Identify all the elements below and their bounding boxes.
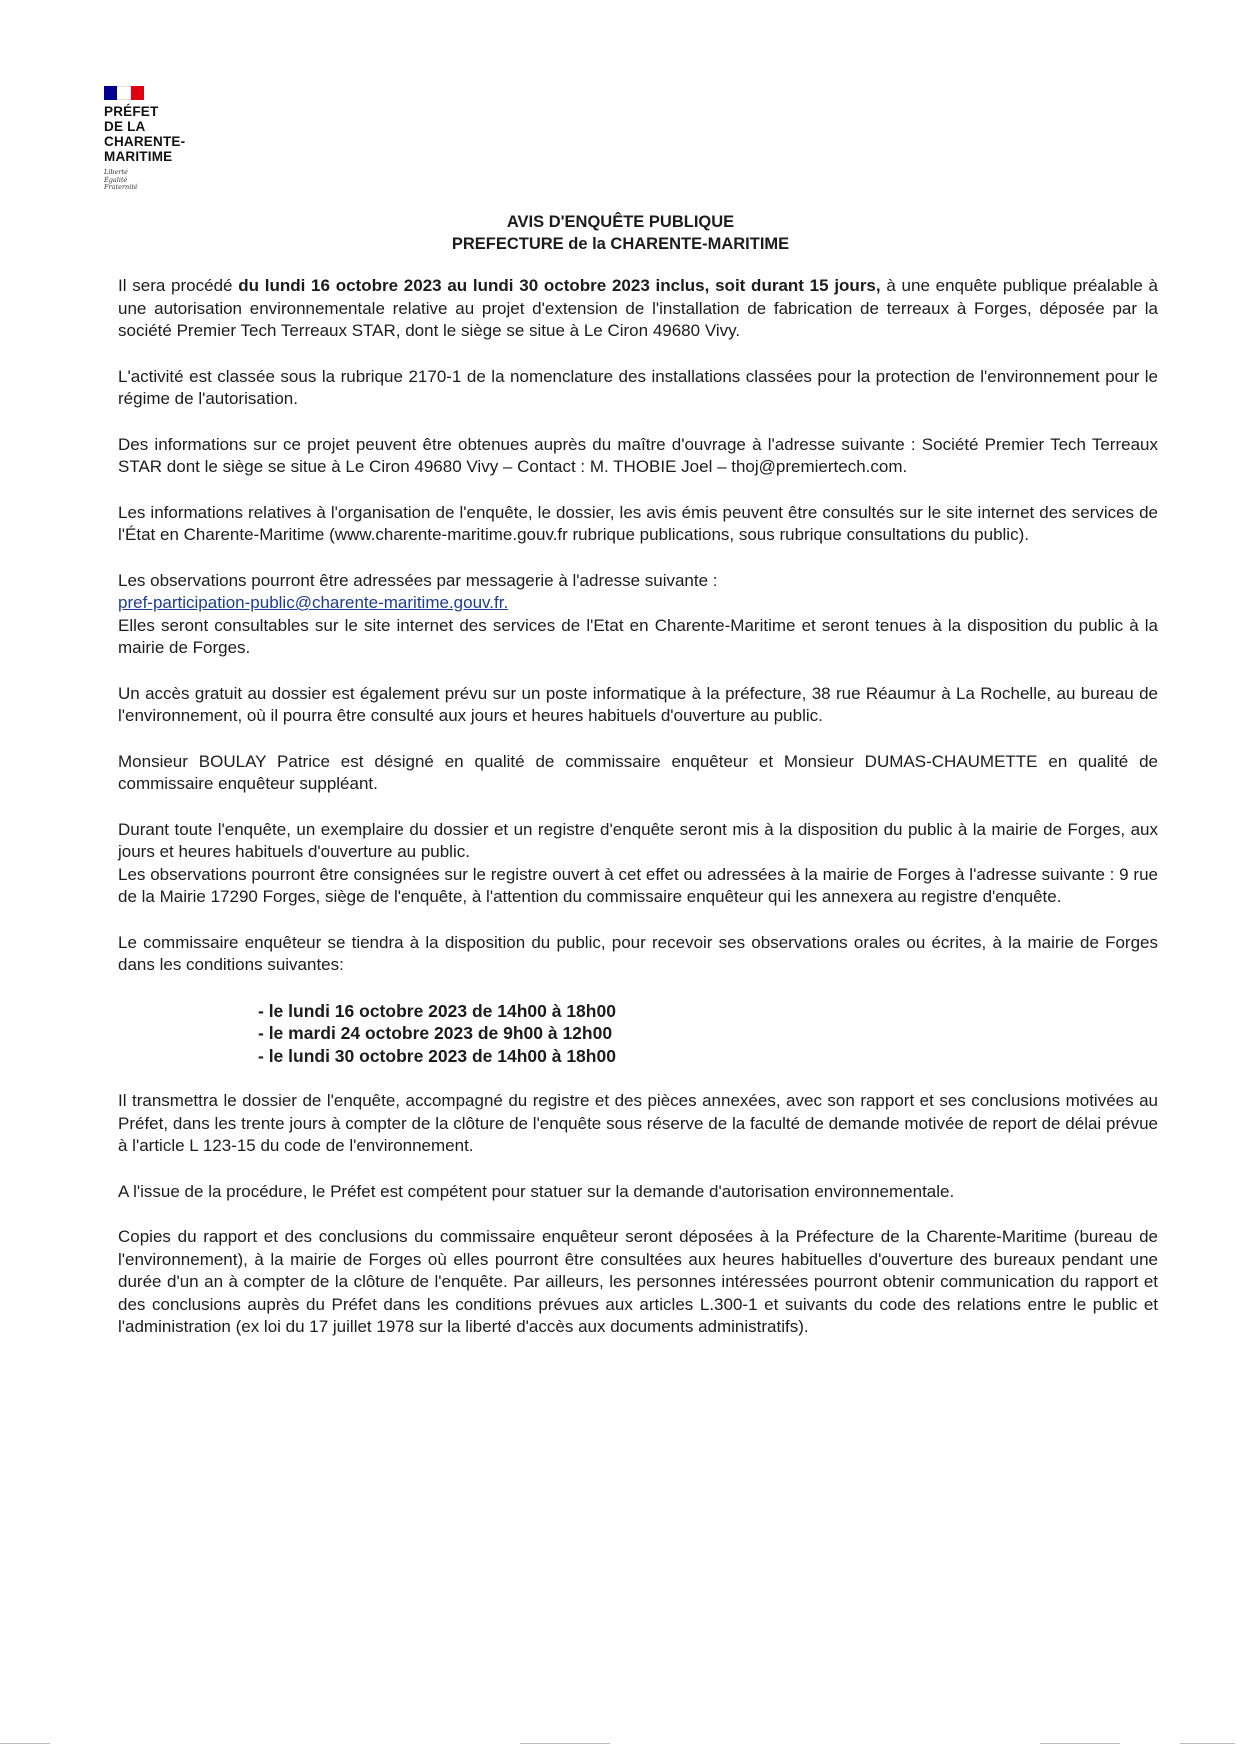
logo-line-4: MARITIME	[104, 149, 173, 164]
paragraph-contact: Des informations sur ce projet peuvent être obtenues auprès du maître d'ouvrage à l'adresse suivante : Société Premier Tech Terreaux STAR dont le siège se situe à Le Ciron 49680 Vivy – Contact : M. THOBIE Joel – thoj@premiertech.com.	[118, 434, 1158, 476]
p1-pre: Il sera procédé	[118, 276, 239, 295]
logo-line-1: PRÉFET	[104, 104, 159, 119]
french-flag-icon	[104, 86, 144, 100]
flag-white	[117, 86, 130, 100]
document-header	[0, 211, 1241, 255]
paragraph-commissioner: Monsieur BOULAY Patrice est désigné en qualité de commissaire enquêteur et Monsieur DUMAS-CHAUMETTE en qualité de commissaire enquêteur suppléant.	[118, 751, 1158, 793]
motto-liberte: Liberté	[104, 168, 128, 176]
scan-mark	[0, 1743, 50, 1744]
logo-motto	[104, 169, 224, 192]
paragraph-decision: A l'issue de la procédure, le Préfet est compétent pour statuer sur la demande d'autorisation environnementale.	[118, 1181, 955, 1201]
schedule-item: - le mardi 24 octobre 2023 de 9h00 à 12h00	[258, 1023, 613, 1043]
p1-dates-bold: du lundi 16 octobre 2023 au lundi 30 octobre 2023 inclus, soit durant 15 jours,	[238, 276, 881, 295]
p8-address: Les observations pourront être consignées sur le registre ouvert à cet effet ou adressées à la mairie de Forges à l'adresse suivante : 9 rue de la Mairie 17290 Forges, siège de l'enquête, à l'attention du commissaire enquêteur qui les annexera au registre d'enquête.	[118, 864, 1158, 906]
paragraph-observations	[118, 570, 1158, 660]
paragraph-report: Il transmettra le dossier de l'enquête, accompagné du registre et des pièces annexées, avec son rapport et ses conclusions motivées au Préfet, dans les trente jours à compter de la clôture de l'enquête sous réserve de la faculté de demande motivée de report de délai prévue à l'article L 123-15 du code de l'environnement.	[118, 1091, 1158, 1155]
paragraph-registry	[118, 819, 1158, 909]
motto-fraternite: Fraternité	[104, 183, 138, 191]
paragraph-free-access: Un accès gratuit au dossier est également prévu sur un poste informatique à la préfecture, 38 rue Réaumur à La Rochelle, au bureau de l'environnement, où il pourra être consulté aux jours et heures habituels d'ouverture au public.	[118, 683, 1158, 725]
document-body	[118, 275, 1158, 1362]
paragraph-classification: L'activité est classée sous la rubrique 2170-1 de la nomenclature des installations classées pour la protection de l'environnement pour le régime de l'autorisation.	[118, 366, 1158, 408]
document-title: AVIS D'ENQUÊTE PUBLIQUE	[506, 213, 735, 231]
flag-red	[131, 86, 144, 100]
prefecture-logo	[104, 86, 224, 192]
scan-mark	[520, 1743, 610, 1744]
participation-email-link[interactable]: pref-participation-public@charente-maritime.gouv.fr.	[118, 593, 509, 612]
p5-rest: Elles seront consultables sur le site internet des services de l'Etat en Charente-Maritime et seront tenues à la disposition du public à la mairie de Forges.	[118, 615, 1158, 657]
motto-egalite: Égalité	[104, 175, 128, 184]
schedule-item: - le lundi 30 octobre 2023 de 14h00 à 18h00	[258, 1045, 616, 1066]
schedule-item: - le lundi 16 octobre 2023 de 14h00 à 18h00	[258, 1000, 616, 1021]
p1-post: à une enquête publique préalable à une autorisation environnementale relative au projet d'extension de l'installation de fabrication de terreaux à Forges, déposée par la société Premier Tech Terreaux STAR, dont le siège se situe à Le Ciron 49680 Vivy.	[118, 276, 1158, 340]
scan-artifacts	[0, 1741, 1241, 1749]
p5-intro: Les observations pourront être adressées par messagerie à l'adresse suivante :	[118, 570, 718, 590]
p8-availability: Durant toute l'enquête, un exemplaire du dossier et un registre d'enquête seront mis à la disposition du public à la mairie de Forges, aux jours et heures habituels d'ouverture au public.	[118, 819, 1158, 861]
paragraph-copies: Copies du rapport et des conclusions du commissaire enquêteur seront déposées à la Préfecture de la Charente-Maritime (bureau de l'environnement), à la mairie de Forges où elles pourront être consultées aux heures habituelles d'ouverture des bureaux pendant une durée d'un an à compter de la clôture de l'enquête. Par ailleurs, les personnes intéressées pourront obtenir communication du rapport et des conclusions auprès du Préfet dans les conditions prévues aux articles L.300-1 et suivants du code des relations entre le public et l'administration (ex loi du 17 juillet 1978 sur la liberté d'accès aux documents administratifs).	[118, 1227, 1158, 1336]
paragraph-dates	[118, 275, 1158, 343]
scan-mark	[1180, 1743, 1235, 1744]
paragraph-website: Les informations relatives à l'organisation de l'enquête, le dossier, les avis émis peuvent être consultés sur le site internet des services de l'État en Charente-Maritime (www.charente-maritime.gouv.fr rubrique publications, sous rubrique consultations du public).	[118, 502, 1158, 544]
logo-line-3: CHARENTE-	[104, 134, 186, 149]
schedule-list	[118, 1000, 1158, 1068]
flag-blue	[104, 86, 117, 100]
paragraph-permanences: Le commissaire enquêteur se tiendra à la disposition du public, pour recevoir ses observations orales ou écrites, à la mairie de Forges dans les conditions suivantes:	[118, 932, 1158, 974]
scan-mark	[1040, 1743, 1120, 1744]
document-subtitle: PREFECTURE de la CHARENTE-MARITIME	[451, 235, 790, 253]
logo-line-2: DE LA	[104, 119, 146, 134]
